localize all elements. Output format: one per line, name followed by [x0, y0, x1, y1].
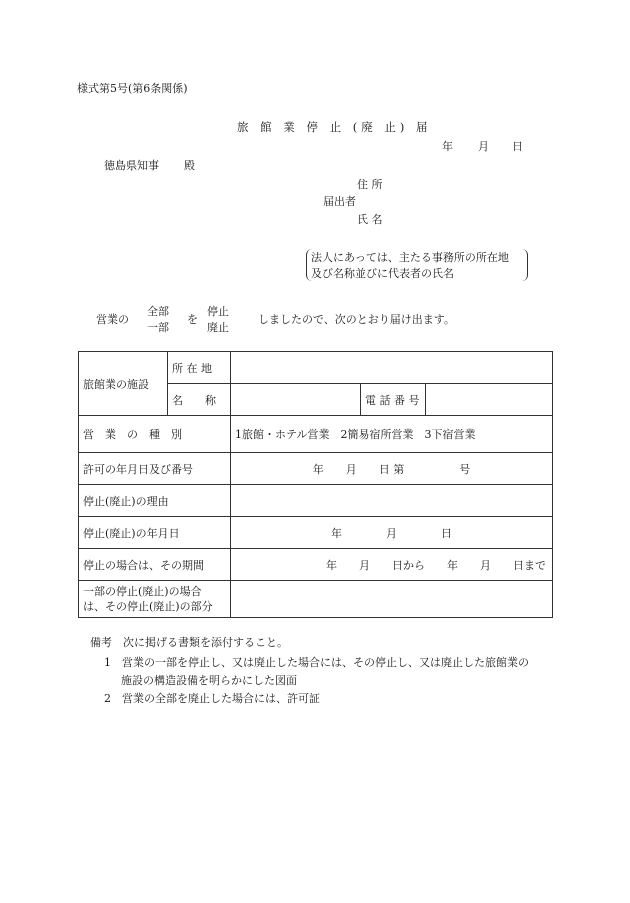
filer-label: 届出者 [323, 195, 356, 208]
reason-value-cell[interactable] [231, 485, 553, 517]
period-label: 停止の場合は、その期間 [83, 558, 204, 572]
notes-heading: 備考 次に掲げる書類を添付すること。 [90, 636, 288, 649]
document-title: 旅 館 業 停 止 (廃 止) 届 [237, 120, 432, 134]
date-value-cell[interactable] [231, 517, 553, 549]
table-row [79, 352, 553, 384]
statement-prefix: 営業の [96, 313, 129, 326]
date-year-label: 年 [442, 140, 453, 153]
notes-item2: 2 営業の全部を廃止した場合には、許可証 [104, 692, 320, 705]
form-number: 様式第5号(第6条関係) [77, 82, 188, 95]
location-label-cell [168, 352, 231, 384]
period-value: 年 月 日から 年 月 日まで [326, 558, 546, 572]
phone-value-cell[interactable] [426, 384, 553, 416]
corporate-note-line1: 法人にあっては、主たる事務所の所在地 [311, 251, 509, 264]
partial-label-line1: 一部の停止(廃止)の場合 [83, 585, 202, 598]
facility-label-cell [79, 352, 168, 416]
stop-date-label: 停止(廃止)の年月日 [83, 526, 180, 540]
table-row [79, 549, 553, 581]
corporate-note [306, 249, 528, 281]
business-type-label-cell [79, 416, 231, 453]
reason-label-cell [79, 485, 231, 517]
address-label: 住 所 [357, 178, 383, 191]
permit-label: 許可の年月日及び番号 [83, 462, 193, 476]
corporate-note-line2: 及び名称並びに代表者の氏名 [311, 267, 454, 280]
notes-item1-line2: 施設の構造設備を明らかにした図面 [121, 674, 297, 687]
partial-label-cell [79, 581, 231, 618]
table-row [79, 416, 553, 453]
business-type-value-cell[interactable] [231, 416, 553, 453]
facility-name-label-cell [168, 384, 231, 416]
notes-item1-line1: 1 営業の一部を停止し、又は廃止した場合には、その停止し、又は廃止した旅館業の [104, 656, 529, 669]
date-day-label: 日 [512, 140, 523, 153]
statement-suffix: しましたので、次のとおり届け出ます。 [258, 313, 455, 326]
partial-label-line2: は、その停止(廃止)の部分 [83, 600, 213, 613]
facility-name-label: 名 称 [172, 393, 216, 407]
phone-label: 電 話 番 号 [365, 393, 420, 407]
option-suspend: 停止 [207, 305, 229, 318]
permit-value: 年 月 日 第 号 [312, 462, 471, 476]
option-all: 全部 [147, 305, 169, 318]
table-row [79, 517, 553, 549]
table-row [79, 453, 553, 485]
location-label: 所 在 地 [172, 361, 212, 375]
location-value-cell[interactable] [231, 352, 553, 384]
stop-date-value: 年 月 日 [331, 526, 452, 540]
period-value-cell[interactable] [231, 549, 553, 581]
date-label-cell [79, 517, 231, 549]
table-row [79, 581, 553, 618]
date-month-label: 月 [478, 140, 489, 153]
phone-label-cell [361, 384, 426, 416]
business-type-value: 1旅館・ホテル営業 2簡易宿所営業 3下宿営業 [235, 428, 476, 441]
facility-name-value-cell[interactable] [231, 384, 361, 416]
option-abolish: 廃止 [207, 321, 229, 334]
name-label: 氏 名 [357, 213, 383, 226]
partial-value-cell[interactable] [231, 581, 553, 618]
reason-label: 停止(廃止)の理由 [83, 494, 169, 508]
option-part: 一部 [147, 321, 169, 334]
period-label-cell [79, 549, 231, 581]
table-row [79, 485, 553, 517]
business-type-label: 営 業 の 種 別 [83, 428, 182, 441]
honorific: 殿 [184, 159, 195, 172]
notification-table [78, 351, 553, 618]
permit-label-cell [79, 453, 231, 485]
addressee: 徳島県知事 [104, 159, 159, 172]
facility-label: 旅館業の施設 [83, 377, 149, 391]
statement-particle: を [187, 313, 198, 326]
permit-value-cell[interactable] [231, 453, 553, 485]
